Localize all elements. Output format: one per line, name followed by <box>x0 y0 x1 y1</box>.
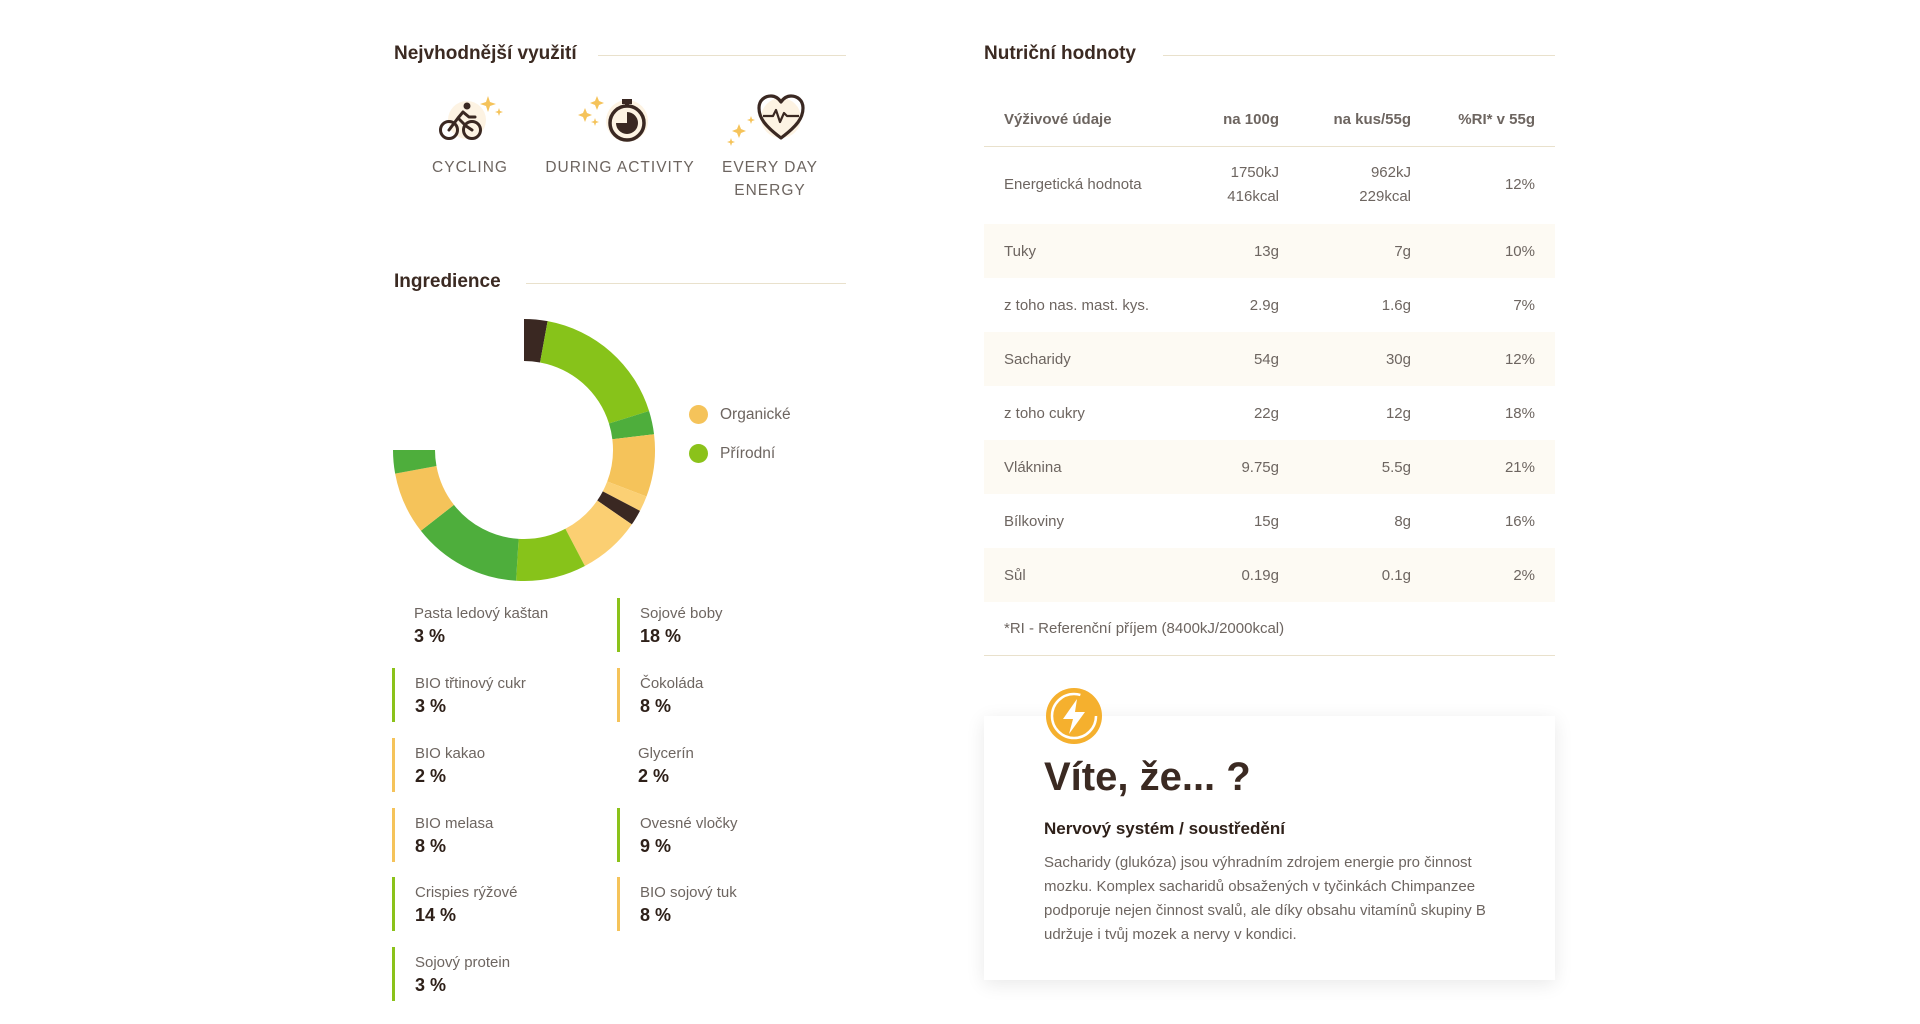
ingredient-percent: 3 % <box>414 626 446 646</box>
usage-title: Nejvhodnější využití <box>394 43 577 64</box>
ingredient-percent: 9 % <box>640 836 672 856</box>
ingredient-item <box>392 668 592 722</box>
row-per100: 54g <box>1189 332 1299 386</box>
ingredient-percent: 14 % <box>415 905 457 925</box>
table-row <box>984 548 1555 602</box>
lightning-icon <box>1044 687 1104 745</box>
row-per55-kj: 962kJ <box>1370 164 1411 182</box>
ingredient-item <box>392 808 592 862</box>
usage-title-rule <box>598 55 846 56</box>
legend-organic <box>689 405 791 424</box>
row-per55: 12g <box>1385 404 1411 422</box>
ingredient-percent: 2 % <box>638 766 670 786</box>
row-per55: 8g <box>1394 512 1411 530</box>
row-ri: 2% <box>1431 548 1555 602</box>
header-ri: %RI* v 55g <box>1458 111 1535 129</box>
row-ri: 7% <box>1513 296 1535 314</box>
usage-label-every-day: EVERY DAY <box>721 159 818 176</box>
row-per55-kcal: 229kcal <box>1359 188 1411 206</box>
legend-organic-label: Organické <box>720 405 791 423</box>
usage-label-energy: ENERGY <box>734 182 806 199</box>
ingredient-item <box>618 745 818 799</box>
row-per55: 7g <box>1299 224 1431 278</box>
row-per55: 1.6g <box>1381 296 1411 314</box>
ingredients-title: Ingredience <box>394 271 501 292</box>
usage-label-cycling: CYCLING <box>432 159 508 176</box>
header-per-100g: na 100g <box>1223 111 1279 129</box>
row-name: Energetická hodnota <box>1004 176 1142 194</box>
row-per100: 13g <box>1189 224 1299 278</box>
heartbeat-icon <box>725 88 815 148</box>
row-per55: 30g <box>1299 332 1431 386</box>
ingredient-name: BIO sojový tuk <box>640 884 737 901</box>
ingredient-name: Čokoláda <box>640 675 704 692</box>
ingredient-percent: 3 % <box>415 696 447 716</box>
row-name: z toho cukry <box>1004 404 1085 422</box>
ingredient-percent: 8 % <box>640 696 672 716</box>
row-per100: 22g <box>1253 404 1279 422</box>
row-per100: 15g <box>1253 512 1279 530</box>
ingredient-name: Sojový protein <box>415 954 511 971</box>
row-ri: 21% <box>1431 440 1555 494</box>
nutrition-title: Nutriční hodnoty <box>984 43 1136 64</box>
legend-natural-dot <box>689 444 708 463</box>
ingredients-donut-chart <box>392 318 656 582</box>
cyclist-icon <box>425 88 515 148</box>
ingredient-name: Pasta ledový kaštan <box>414 605 549 622</box>
ingredient-item <box>392 738 592 792</box>
usage-label-during-activity: DURING ACTIVITY <box>545 159 695 176</box>
card-title: Víte, že... ? <box>1044 755 1251 799</box>
row-name: Sůl <box>984 548 1189 602</box>
row-name: Sacharidy <box>984 332 1189 386</box>
row-name: Tuky <box>984 224 1189 278</box>
nutrition-title-rule <box>1163 55 1555 56</box>
ingredient-name: Sojové boby <box>640 605 723 622</box>
usage-item-during-activity <box>535 88 705 179</box>
row-per55 <box>1299 146 1431 224</box>
row-per100: 2.9g <box>1249 296 1279 314</box>
ingredient-item <box>617 598 817 652</box>
row-ri: 16% <box>1504 512 1535 530</box>
ingredient-percent: 8 % <box>415 836 447 856</box>
table-row <box>984 278 1555 332</box>
usage-item-every-day-energy <box>685 88 855 202</box>
ingredient-percent: 3 % <box>415 975 447 995</box>
table-row <box>984 332 1555 386</box>
row-name: Bílkoviny <box>1004 512 1065 530</box>
ingredient-name: BIO třtinový cukr <box>415 675 526 692</box>
table-row <box>984 386 1555 440</box>
table-row <box>984 146 1555 224</box>
table-row <box>984 494 1555 548</box>
legend-natural-label: Přírodní <box>720 444 776 462</box>
row-ri: 12% <box>1504 176 1535 194</box>
row-per55: 5.5g <box>1299 440 1431 494</box>
row-name: z toho nas. mast. kys. <box>1004 296 1150 314</box>
legend-organic-dot <box>689 405 708 424</box>
ri-note-rule <box>984 655 1555 656</box>
header-nutrient: Výživové údaje <box>1004 111 1112 129</box>
stopwatch-icon <box>575 88 665 148</box>
nutrition-header-row <box>984 94 1555 146</box>
donut-segment <box>540 321 649 423</box>
ingredient-name: Glycerín <box>638 745 694 762</box>
row-per100 <box>1189 146 1299 224</box>
card-subtitle: Nervový systém / soustředění <box>1044 819 1285 838</box>
legend-natural <box>689 444 775 463</box>
ingredient-percent: 8 % <box>640 905 672 925</box>
row-ri: 10% <box>1431 224 1555 278</box>
ingredient-percent: 2 % <box>415 766 447 786</box>
ingredient-item <box>617 877 817 931</box>
ingredient-name: Crispies rýžové <box>415 884 518 901</box>
ingredient-item <box>394 605 594 659</box>
ingredients-title-rule <box>526 283 846 284</box>
row-ri: 18% <box>1504 404 1535 422</box>
card-text: Sacharidy (glukóza) jsou výhradním zdrojem energie pro činnost mozku. Komplex sacharidů obsažených v tyčinkách Chimpanzee podporuje nejen činnost svalů, ale díky obsahu vitamínů skupiny B udržuje i tvůj mozek a nervy v kondici. <box>1044 854 1486 943</box>
usage-item-cycling <box>385 88 555 179</box>
ingredient-percent: 18 % <box>640 626 682 646</box>
row-per55: 0.1g <box>1299 548 1431 602</box>
ingredient-name: BIO kakao <box>415 745 486 762</box>
table-row <box>984 440 1555 494</box>
table-row <box>984 224 1555 278</box>
ingredient-item <box>392 877 592 931</box>
ingredient-item <box>617 808 817 862</box>
row-per100: 9.75g <box>1189 440 1299 494</box>
row-name: Vláknina <box>984 440 1189 494</box>
header-per-piece: na kus/55g <box>1333 111 1411 129</box>
row-per100-kcal: 416kcal <box>1227 188 1279 206</box>
ingredient-name: BIO melasa <box>415 815 494 832</box>
row-per100: 0.19g <box>1189 548 1299 602</box>
ingredient-item <box>392 947 592 1001</box>
ingredient-name: Ovesné vločky <box>640 815 738 832</box>
nutrition-table <box>984 94 1555 602</box>
ingredient-item <box>617 668 817 722</box>
ri-note: *RI - Referenční příjem (8400kJ/2000kcal) <box>1004 620 1285 637</box>
row-per100-kj: 1750kJ <box>1230 164 1279 182</box>
row-ri: 12% <box>1431 332 1555 386</box>
